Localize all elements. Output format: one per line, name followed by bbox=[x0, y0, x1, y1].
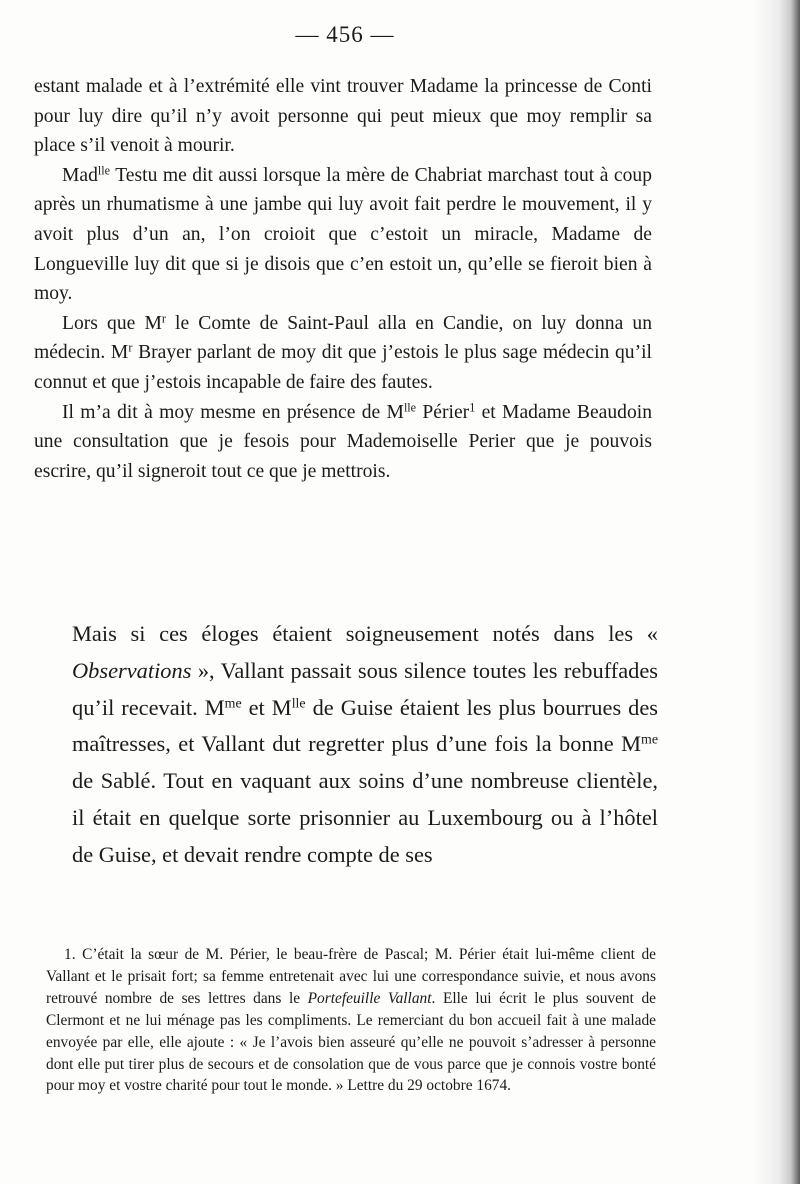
text-run: et Madame Beaudoin une consultation que je fesois pour Mademoiselle Perier que je pouvois escrire, qu’il signeroit tout ce que je mettrois. bbox=[34, 401, 652, 482]
superscript: r bbox=[161, 311, 166, 326]
superscript: me bbox=[641, 732, 658, 748]
text-run: de Sablé. Tout en vaquant aux soins d’une nombreuse clientèle, il était en quelque sorte prisonnier au Luxembourg ou à l’hôtel de Guise, et devait rendre compte de ses bbox=[72, 768, 658, 867]
footnote-paragraph bbox=[46, 944, 656, 1097]
text-run: le Comte de Saint-Paul alla en Candie, on luy donna un médecin. M bbox=[34, 312, 652, 364]
text-run: . Elle lui écrit le plus souvent de Clermont et ne lui ménage pas les compliments. Le remerciant du bon accueil fait à une malade envoyée par elle, elle ajoute : « Je l’avois bien asseuré qu’elle ne pouvoit s’adresser à personne dont elle put tirer plus de secours et de consolation que de vous parce que je connois vostre bonté pour moy et vostre charité pour tout le monde. » Lettre du 29 octobre 1674. bbox=[46, 989, 656, 1095]
quote-paragraph-4 bbox=[34, 398, 652, 487]
text-run: Il m’a dit à moy mesme en présence de M bbox=[62, 401, 404, 423]
text-run: Lors que M bbox=[62, 312, 162, 334]
main-text bbox=[72, 616, 658, 874]
italic-title: Portefeuille Vallant bbox=[307, 989, 432, 1007]
text-run: et M bbox=[241, 694, 292, 720]
text-run: Périer bbox=[416, 401, 470, 423]
quoted-passage bbox=[34, 72, 652, 486]
superscript: me bbox=[224, 695, 242, 711]
text-run: Mad bbox=[62, 164, 98, 186]
quote-paragraph-3 bbox=[34, 309, 652, 398]
superscript: lle bbox=[403, 399, 417, 414]
superscript: lle bbox=[291, 695, 306, 711]
text-run: Brayer parlant de moy dit que j’estois le plus sage médecin qu’il connut et que j’estois incapable de faire des fautes. bbox=[34, 342, 652, 393]
text-run: Testu me dit aussi lorsque la mère de Chabriat marchast tout à coup après un rhumatisme à une jambe qui luy avoit fait perdre le mouvement, il y avoit plus d’un an, l’on croioit que c’estoit un miracle, Madame de Longueville luy dit que si je disois que c’en estoit un, qu’elle se fieroit bien à moy. bbox=[34, 164, 652, 305]
page-number: — 456 — bbox=[295, 22, 395, 47]
text-run: Mais si ces éloges étaient soigneusement notés dans les « bbox=[72, 621, 658, 646]
text-run: de Guise étaient les plus bourrues des maîtresses, et Vallant dut regretter plus d’une fois la bonne M bbox=[72, 694, 659, 757]
text-run: 1. C’était la sœur de M. Périer, le beau-frère de Pascal; M. Périer était lui-même client de Vallant et le prisait fort; sa femme entretenait avec lui une correspondance suivie, et nous avons retrouvé nombre de ses lettres dans le bbox=[46, 946, 656, 1007]
footnote bbox=[46, 944, 656, 1097]
quote-paragraph-1: estant malade et à l’extrémité elle vint trouver Madame la princesse de Conti pour luy dire qu’il n’y avoit personne qui peut mieux que moy remplir sa place s’il venoit à mourir. bbox=[34, 76, 652, 157]
superscript: r bbox=[128, 340, 133, 355]
text-run: », Vallant passait sous silence toutes les rebuffades qu’il recevait. M bbox=[72, 657, 658, 720]
page-gutter-shadow bbox=[754, 0, 800, 1184]
superscript: lle bbox=[97, 163, 111, 178]
quote-paragraph-2 bbox=[34, 161, 652, 309]
body-paragraph bbox=[72, 616, 658, 874]
footnote-marker: 1 bbox=[469, 399, 476, 414]
italic-title: Observations bbox=[72, 657, 192, 683]
